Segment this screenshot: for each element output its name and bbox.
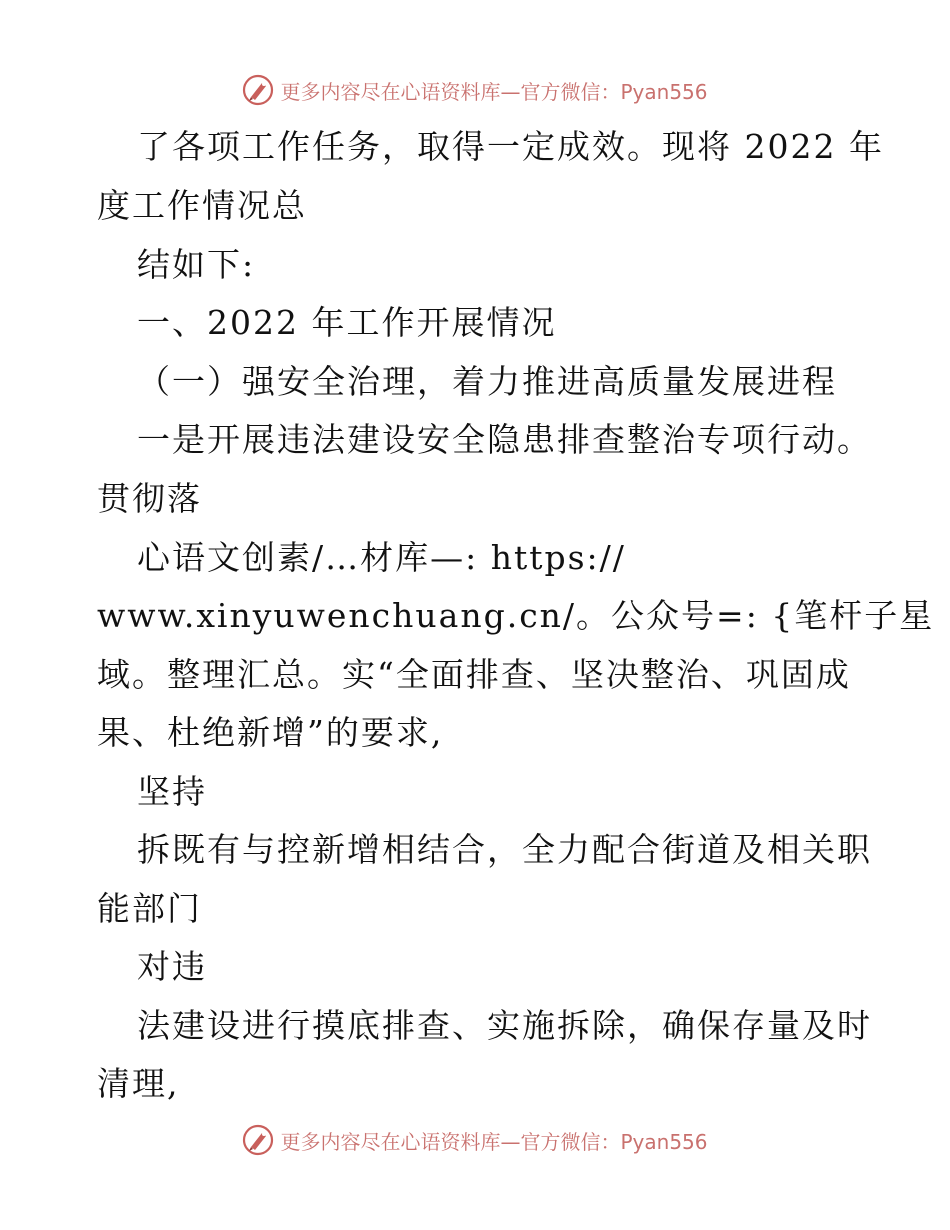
footer-watermark bbox=[0, 1120, 950, 1160]
body-line: 贯彻落 bbox=[97, 479, 202, 518]
watermark-text: 更多内容尽在心语资料库—官方微信：Pyan556 bbox=[280, 79, 708, 104]
body-line: 域。整理汇总。实“全面排查、坚决整治、巩固成 bbox=[97, 655, 851, 694]
body-line: 拆既有与控新增相结合，全力配合街道及相关职 bbox=[137, 830, 872, 869]
body-line: 能部门 bbox=[97, 889, 202, 928]
section-heading: 一、2022 年工作开展情况 bbox=[137, 303, 557, 342]
body-line: 果、杜绝新增”的要求, bbox=[97, 713, 444, 752]
body-line: 坚持 bbox=[137, 772, 207, 811]
pen-logo-icon bbox=[242, 1124, 274, 1156]
body-line: www.xinyuwenchuang.cn/。公众号=: {笔杆子星 bbox=[97, 596, 935, 635]
header-watermark bbox=[0, 70, 950, 110]
body-line: 心语文创素/…材库—: https:// bbox=[137, 538, 626, 577]
pen-logo-icon bbox=[242, 74, 274, 106]
body-line: 清理, bbox=[97, 1064, 180, 1103]
body-line: 对违 bbox=[137, 947, 207, 986]
body-line: 一是开展违法建设安全隐患排查整治专项行动。 bbox=[137, 420, 872, 459]
body-line: 了各项工作任务，取得一定成效。现将 2022 年 bbox=[137, 127, 884, 166]
subsection-heading: （一）强安全治理，着力推进高质量发展进程 bbox=[137, 362, 837, 401]
body-line: 结如下: bbox=[137, 245, 256, 284]
body-line: 法建设进行摸底排查、实施拆除，确保存量及时 bbox=[137, 1006, 872, 1045]
watermark-text: 更多内容尽在心语资料库—官方微信：Pyan556 bbox=[280, 1129, 708, 1154]
body-line: 度工作情况总 bbox=[97, 186, 307, 225]
